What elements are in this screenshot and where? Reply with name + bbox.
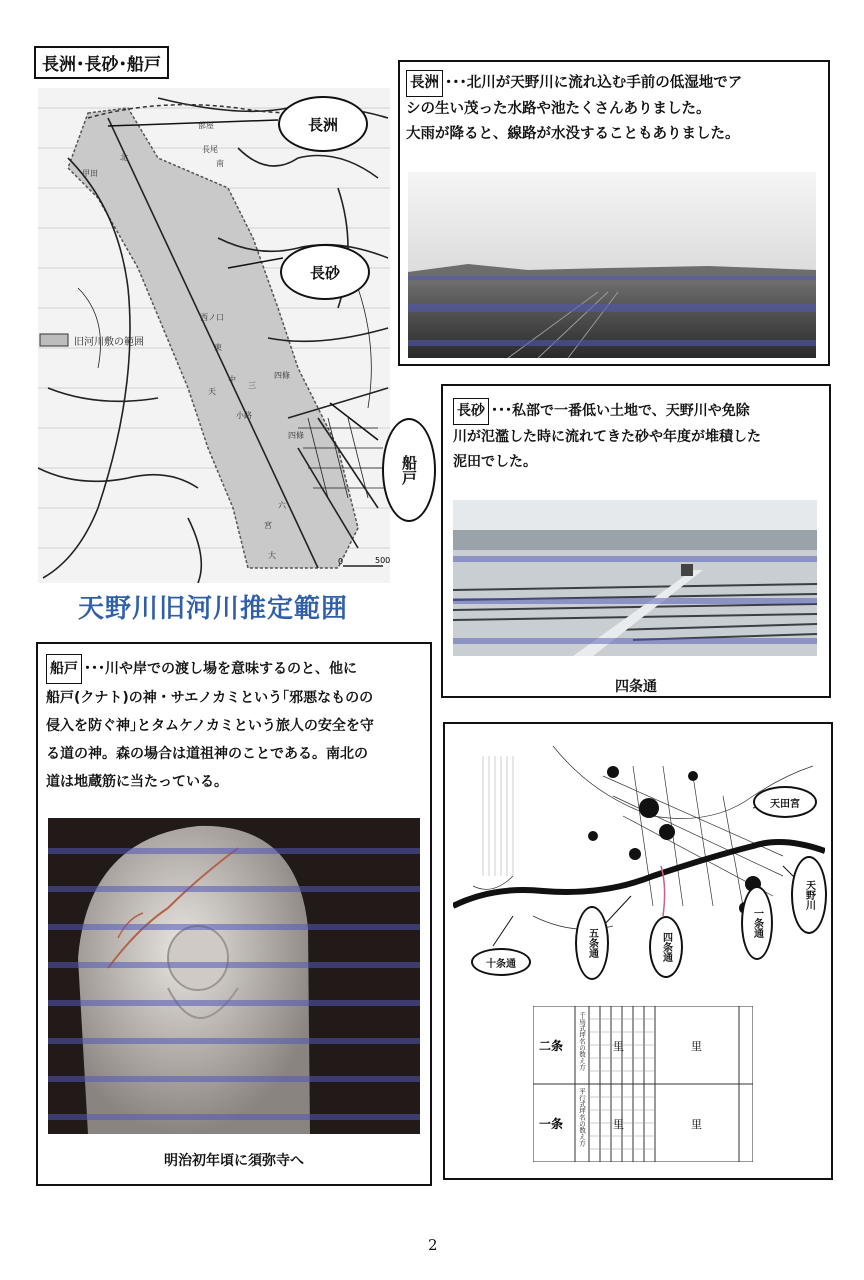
bubble-funato-text: 船戸 xyxy=(400,455,418,485)
old-river-map xyxy=(38,88,418,583)
bubble-amano-text: 天野川 xyxy=(803,880,815,910)
bubble-funato xyxy=(382,418,436,522)
bubble-nagasu: 長洲 xyxy=(278,96,368,152)
nagasa-line1: ･･･私部で一番低い土地で、天野川や免除 xyxy=(491,403,750,419)
nagasa-caption: 四条通 xyxy=(615,679,657,695)
map-place-label: 小路 xyxy=(236,411,252,420)
map-place-label: 四條 xyxy=(288,431,304,440)
map-place-label: 宮 xyxy=(264,521,272,530)
nagasa-photo xyxy=(453,500,817,656)
jori-table xyxy=(533,1006,753,1162)
funato-line1: ･･･川や岸での渡し場を意味するのと、他に xyxy=(84,661,357,677)
map-place-label: 西ノ口 xyxy=(200,313,224,322)
jori-note-2: 平行式坪名の数え方 xyxy=(578,1088,586,1147)
bubble-shijo-text: 四条通 xyxy=(660,932,672,962)
map-scale: 500 xyxy=(375,556,390,565)
bubble-amata: 天田宮 xyxy=(753,786,817,818)
nagasa-line3: 泥田でした。 xyxy=(453,454,537,470)
bubble-ichijo-text: 一条通 xyxy=(751,908,763,938)
bubble-shijo xyxy=(649,916,683,978)
nagasu-photo xyxy=(408,172,816,358)
bubble-gojo xyxy=(575,906,609,980)
jori-row-nijo: 二条 xyxy=(539,1039,564,1053)
nagasu-text xyxy=(406,70,826,147)
map-place-label: 六 xyxy=(278,501,286,510)
bubble-nagasa: 長砂 xyxy=(280,244,370,300)
stone-photo xyxy=(48,818,420,1134)
nagasa-panel xyxy=(441,384,831,698)
river-map xyxy=(453,736,825,976)
map-place-label: 三 xyxy=(248,381,256,390)
map-place-label: 蔀屋 xyxy=(198,121,214,130)
jori-note-1: 千鳥式坪名の数え方 xyxy=(578,1012,586,1071)
funato-line5: 道は地蔵筋に当たっている。 xyxy=(46,774,228,790)
funato-line3: 侵入を防ぐ神｣とタムケノカミという旅人の安全を守 xyxy=(46,718,374,734)
jori-ri-4: 里 xyxy=(691,1118,702,1131)
bubble-jujo: 十条通 xyxy=(471,948,531,976)
nagasa-term: 長砂 xyxy=(453,398,489,425)
nagasu-term: 長洲 xyxy=(406,70,443,97)
bubble-amano xyxy=(791,856,827,934)
nagasa-text xyxy=(453,398,825,475)
map-place-label: 四條 xyxy=(274,371,290,380)
funato-text xyxy=(46,654,430,796)
funato-line4: る道の神。森の場合は道祖神のことである。南北の xyxy=(46,746,368,762)
funato-line2: 船戸(クナト)の神・サエノカミという｢邪悪なものの xyxy=(46,690,374,706)
nagasu-panel xyxy=(398,60,830,366)
page-number: 2 xyxy=(428,1236,438,1254)
funato-caption: 明治初年頃に須弥寺へ xyxy=(164,1153,304,1169)
map-legend-text: 旧河川敷の範囲 xyxy=(74,337,144,348)
jori-ri-2: 里 xyxy=(691,1040,702,1053)
jori-row-ichijo: 一条 xyxy=(539,1117,564,1131)
bubble-ichijo xyxy=(741,886,773,960)
jori-map-panel xyxy=(443,722,833,1180)
map-place-label: 長尾 xyxy=(202,145,218,154)
funato-term: 船戸 xyxy=(46,654,82,684)
jori-ri-1: 里 xyxy=(613,1040,624,1053)
map-place-label: 天 xyxy=(208,387,216,396)
nagasu-line3: 大雨が降ると、線路が水没することもありました。 xyxy=(406,126,740,142)
nagasu-line1: ･･･北川が天野川に流れ込む手前の低湿地でア xyxy=(445,75,743,91)
map-place-label: 南 xyxy=(216,159,224,168)
map-place-label: 甲田 xyxy=(82,169,98,178)
jori-ri-3: 里 xyxy=(613,1118,624,1131)
nagasa-line2: 川が氾濫した時に流れてきた砂や年度が堆積した xyxy=(453,429,761,445)
map-place-label: 北 xyxy=(120,153,128,162)
funato-panel xyxy=(36,642,432,1186)
map-place-label: 大 xyxy=(268,551,276,560)
bubble-gojo-text: 五条通 xyxy=(586,928,598,958)
map-place-label: 東 xyxy=(214,343,222,352)
svg-text:0: 0 xyxy=(338,557,344,566)
map-place-label: 中 xyxy=(228,375,236,384)
page-title: 長洲･長砂･船戸 xyxy=(34,46,169,79)
nagasu-line2: シの生い茂った水路や池たくさんありました。 xyxy=(406,101,711,117)
map-title: 天野川旧河川推定範囲 xyxy=(78,594,349,624)
old-river-map-drawing xyxy=(38,88,390,583)
